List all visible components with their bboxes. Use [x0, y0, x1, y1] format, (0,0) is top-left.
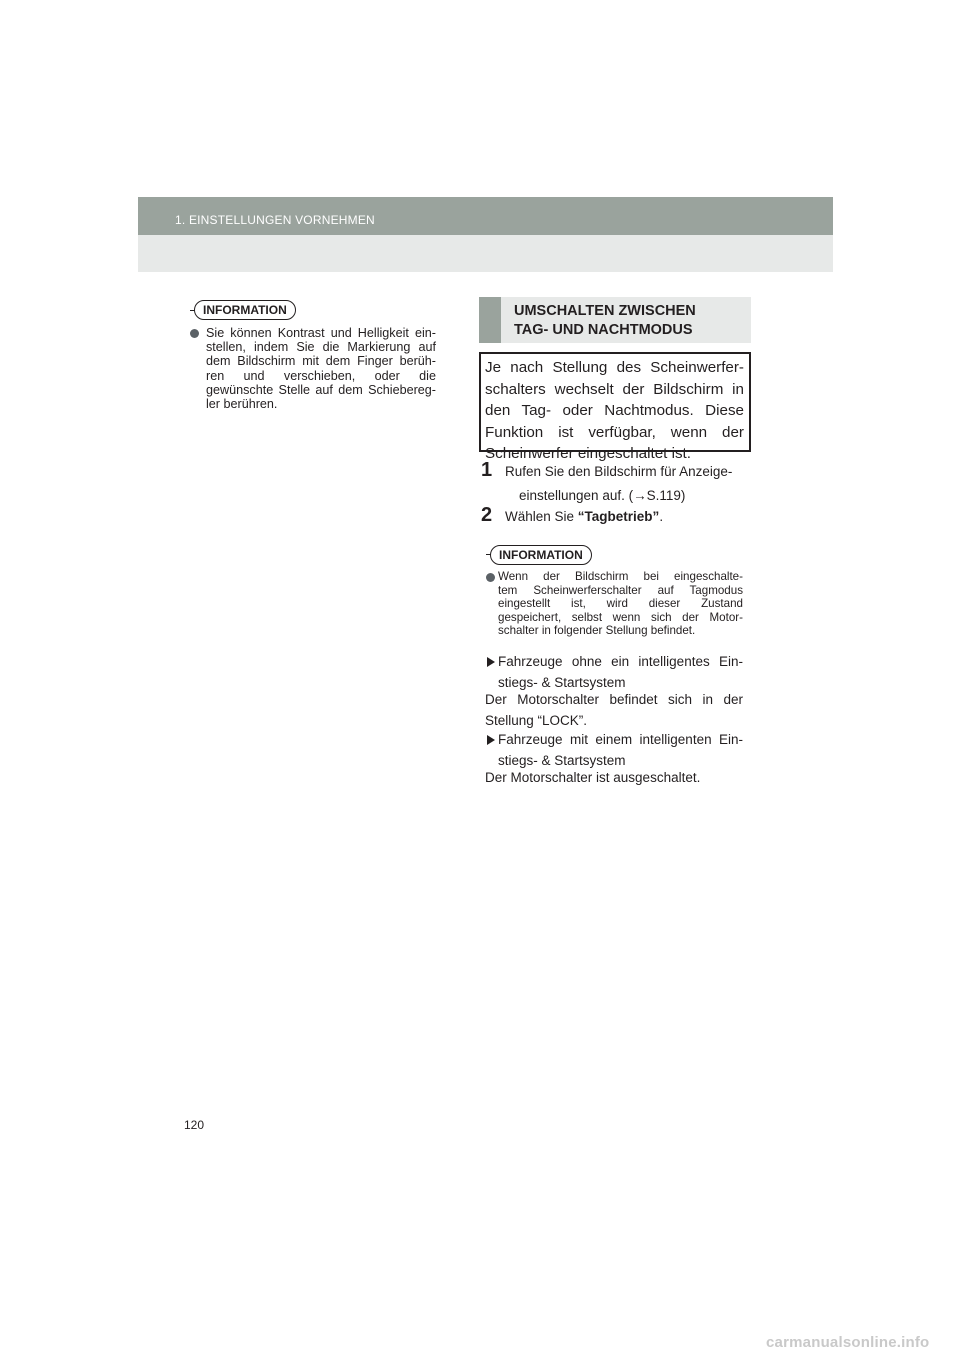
step-line	[505, 485, 732, 506]
intro-line: schalters wechselt der Bildschirm in	[485, 380, 744, 398]
step-number: 1	[481, 459, 493, 481]
case1-body-line: Der Motorschalter befindet sich in der	[485, 692, 743, 707]
section-heading-line: UMSCHALTEN ZWISCHEN	[514, 303, 696, 319]
page-reference-link[interactable]: S.119)	[646, 488, 686, 503]
left-info-bullet-icon	[190, 329, 199, 338]
left-info-line: ler berühren.	[206, 397, 278, 412]
case2-body-line: Der Motorschalter ist ausgeschaltet.	[485, 770, 701, 785]
right-info-line: Wenn der Bildschirm bei eingeschalte-	[498, 570, 743, 583]
header-section-title: 1. EINSTELLUNGEN VORNEHMEN	[175, 213, 375, 227]
step-line-text: .	[659, 509, 664, 524]
step-text	[505, 461, 732, 506]
triangle-bullet-icon	[487, 657, 495, 667]
triangle-bullet-icon	[487, 735, 495, 745]
right-info-bullet-icon	[486, 573, 495, 582]
step-line-text: Wählen Sie	[505, 509, 578, 524]
case2-body	[485, 768, 743, 789]
case1-heading	[498, 652, 743, 693]
intro-line: den Tag- oder Nachtmodus. Diese	[485, 402, 744, 420]
case1-heading-line: Fahrzeuge ohne ein intelligentes Ein-	[498, 654, 743, 669]
left-info-line: gewünschte Stelle auf dem Schiebereg-	[206, 382, 436, 397]
case2-heading	[498, 730, 743, 771]
left-info-line: Sie können Kontrast und Helligkeit ein-	[206, 326, 436, 340]
left-info-text	[206, 326, 436, 411]
case1-heading-line: stiegs- & Startsystem	[498, 674, 626, 690]
section-heading-bar	[479, 297, 501, 343]
arrow-icon: →	[633, 488, 647, 503]
watermark: carmanualsonline.info	[766, 1334, 930, 1351]
right-info-label: INFORMATION	[490, 545, 592, 565]
section-heading	[514, 302, 696, 339]
step-number: 2	[481, 504, 493, 526]
intro-line: Je nach Stellung des Scheinwerfer-	[485, 359, 744, 376]
right-info-line: eingestellt ist, wird dieser Zustand	[498, 597, 743, 611]
section-heading-line: TAG- UND NACHTMODUS	[514, 321, 693, 338]
step-text	[505, 506, 663, 527]
step-emphasis: “Tagbetrieb”	[577, 509, 660, 524]
left-info-line: stellen, indem Sie die Markierung auf	[206, 340, 436, 355]
right-info-line: schalter in folgender Stellung befindet.	[498, 624, 696, 638]
header-sub-band	[138, 235, 833, 272]
step-line: Rufen Sie den Bildschirm für Anzeige-	[505, 464, 733, 479]
case1-body	[485, 690, 743, 731]
left-info-label: INFORMATION	[194, 300, 296, 320]
intro-text	[485, 357, 744, 465]
left-info-line: ren und verschieben, oder die	[206, 368, 436, 383]
left-info-line: dem Bildschirm mit dem Finger berüh-	[206, 354, 436, 369]
right-info-text	[498, 570, 743, 638]
page-number: 120	[184, 1118, 205, 1132]
case2-heading-line: Fahrzeuge mit einem intelligenten Ein-	[498, 732, 743, 747]
case2-heading-line: stiegs- & Startsystem	[498, 752, 626, 768]
intro-line: Scheinwerfer eingeschaltet ist.	[485, 445, 691, 463]
intro-line: Funktion ist verfügbar, wenn der	[485, 423, 744, 441]
right-info-line: gespeichert, selbst wenn sich der Motor-	[498, 610, 743, 624]
step-line-text: einstellungen auf. (	[519, 488, 634, 503]
case1-body-line: Stellung “LOCK”.	[485, 712, 588, 728]
right-info-line: tem Scheinwerferschalter auf Tagmodus	[498, 583, 743, 597]
